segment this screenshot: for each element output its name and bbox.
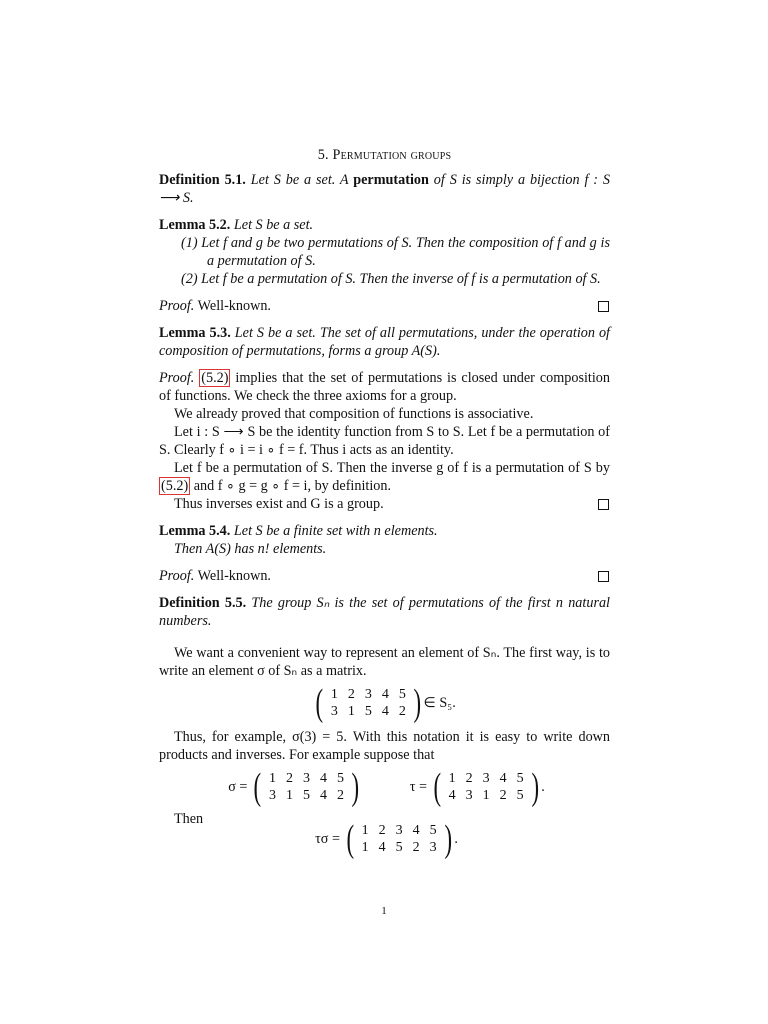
lemma-text: Let S be a set.: [233, 217, 314, 233]
matrix-entry: 4: [381, 704, 389, 719]
matrix-entry: 3: [364, 687, 372, 702]
proof-paragraph-5: [159, 495, 610, 513]
matrix-entry: 4: [320, 771, 328, 786]
page-number: 1: [381, 905, 387, 917]
matrix-entry: 3: [330, 704, 338, 719]
matrix-entry: 3: [395, 823, 403, 838]
definition-5-5: [159, 594, 610, 630]
matrix-entry: 4: [320, 788, 328, 803]
matrix-entry: 2: [347, 687, 355, 702]
matrix-entry: 5: [516, 771, 524, 786]
matrix-entry: 5: [398, 687, 406, 702]
qed-box-icon: [598, 571, 609, 582]
matrix-entry: 1: [269, 771, 277, 786]
matrix-entry: 4: [412, 823, 420, 838]
proof-5-2: [159, 297, 610, 315]
paragraph-representation: We want a convenient way to represent an element of Sₙ. The first way, is to write an element σ of Sₙ as a matrix.: [159, 645, 610, 679]
sigma-lhs: σ =: [228, 779, 248, 795]
tau-matrix: ( 1 2 3 4 5 4 3 1 2 5 ): [433, 766, 539, 808]
sigma-tau-display: [159, 768, 610, 806]
matrix-entry: 3: [303, 771, 311, 786]
matrix-entry: 2: [465, 771, 473, 786]
lemma-item-2: (2) Let f be a permutation of S. Then the inverse of f is a permutation of S.: [181, 271, 601, 287]
matrix-example: [159, 684, 610, 722]
matrix-entry: 1: [482, 788, 490, 803]
lemma-5-3: [159, 324, 610, 360]
tausigma-suffix: .: [454, 831, 458, 847]
right-paren: ): [413, 682, 421, 724]
matrix-entry: 3: [465, 788, 473, 803]
matrix-entry: 2: [499, 788, 507, 803]
lemma-items: [159, 234, 610, 288]
reference-link[interactable]: (5.2): [201, 370, 229, 386]
proof-label: Proof.: [159, 568, 195, 584]
proof-paragraph-1: [159, 369, 610, 405]
tausigma-lhs: τσ =: [315, 831, 341, 847]
proof-label: Proof.: [159, 370, 195, 386]
lemma-text: Let S be a set. The set of all permutations, under the operation of composition of permutations, forms a group A(S).: [159, 325, 610, 359]
definition-term: permutation: [353, 172, 429, 188]
definition-text: The group Sₙ is the set of permutations of the first n natural numbers.: [159, 595, 610, 629]
matrix-entry: 5: [516, 788, 524, 803]
proof-label: Proof.: [159, 298, 195, 314]
proof-text: Well-known.: [197, 568, 271, 584]
lemma-5-2: [159, 216, 610, 288]
matrix-entry: 5: [303, 788, 311, 803]
matrix-entry: 4: [448, 788, 456, 803]
proof-text: Well-known.: [197, 298, 271, 314]
definition-text: Let S be a set. A: [250, 172, 354, 188]
definition-label: Definition 5.5.: [159, 595, 247, 611]
matrix-entry: 1: [347, 704, 355, 719]
matrix-entry: 5: [429, 823, 437, 838]
matrix-entry: 4: [378, 840, 386, 855]
paragraph-then: Then: [174, 811, 204, 827]
definition-text-2: of S is simply a bijection f : S ⟶ S.: [159, 172, 610, 206]
proof-paragraph-3: Let i : S ⟶ S be the identity function from S to S. Let f be a permutation of S. Clearly f ∘ i = i ∘ f = f. Thus i acts as an identity.: [159, 424, 610, 458]
proof-paragraph-2: We already proved that composition of functions is associative.: [174, 406, 534, 422]
proof-text: implies that the set of permutations is closed under composition of functions. We check the three axioms for a group.: [159, 370, 610, 404]
matrix-entry: 3: [429, 840, 437, 855]
matrix-entry: 3: [269, 788, 277, 803]
matrix-entry: 5: [364, 704, 372, 719]
matrix-entry: 1: [330, 687, 338, 702]
paragraph-example: Thus, for example, σ(3) = 5. With this notation it is easy to write down products and inverses. For example suppose that: [159, 729, 610, 763]
matrix-entry: 2: [378, 823, 386, 838]
proof-5-4: [159, 567, 610, 585]
tau-lhs: τ =: [409, 779, 427, 795]
definition-label: Definition 5.1.: [159, 172, 246, 188]
lemma-5-4: [159, 522, 610, 558]
proof-paragraph-4: [159, 459, 610, 495]
matrix-entry: 5: [395, 840, 403, 855]
document-page: [159, 146, 610, 862]
lemma-label: Lemma 5.4.: [159, 523, 231, 539]
qed-box-icon: [598, 499, 609, 510]
proof-text: Thus inverses exist and G is a group.: [174, 496, 384, 512]
section-title: 5. Permutation groups: [317, 147, 452, 163]
permutation-matrix: [313, 684, 423, 722]
matrix-entry: 1: [361, 840, 369, 855]
tausigma-matrix: ( 1 2 3 4 5 1 4 5 2 3 ): [346, 818, 452, 860]
left-paren: (: [315, 682, 324, 724]
proof-text: Let f be a permutation of S. Then the inverse g of f is a permutation of S by: [174, 460, 610, 476]
qed-box-icon: [598, 301, 609, 312]
matrix-suffix: ∈ S₅.: [423, 695, 456, 711]
lemma-text: Let S be a finite set with n elements.: [233, 523, 438, 539]
lemma-label: Lemma 5.3.: [159, 325, 231, 341]
lemma-item-1: (1) Let f and g be two permutations of S. Then the composition of f and g is a permutation of S.: [181, 235, 610, 269]
proof-5-3: [159, 369, 610, 513]
matrix-entry: 1: [361, 823, 369, 838]
tau-suffix: .: [541, 779, 545, 795]
matrix-entry: 5: [337, 771, 345, 786]
sigma-matrix: ( 1 2 3 4 5 3 1 5 4 2 ): [253, 766, 360, 808]
matrix-entry: 1: [448, 771, 456, 786]
matrix-entry: 4: [381, 687, 389, 702]
matrix-entry: 2: [412, 840, 420, 855]
matrix-entry: 3: [482, 771, 490, 786]
lemma-label: Lemma 5.2.: [159, 217, 231, 233]
matrix-entry: 1: [286, 788, 294, 803]
matrix-entry: 4: [499, 771, 507, 786]
tausigma-display: [159, 820, 610, 858]
lemma-text-2: Then A(S) has n! elements.: [174, 541, 327, 557]
proof-text: and f ∘ g = g ∘ f = i, by definition.: [190, 478, 392, 494]
matrix-entry: 2: [398, 704, 406, 719]
matrix-entry: 2: [286, 771, 294, 786]
matrix-entry: 2: [337, 788, 345, 803]
definition-5-1: [159, 171, 610, 207]
reference-link[interactable]: (5.2): [161, 478, 189, 494]
